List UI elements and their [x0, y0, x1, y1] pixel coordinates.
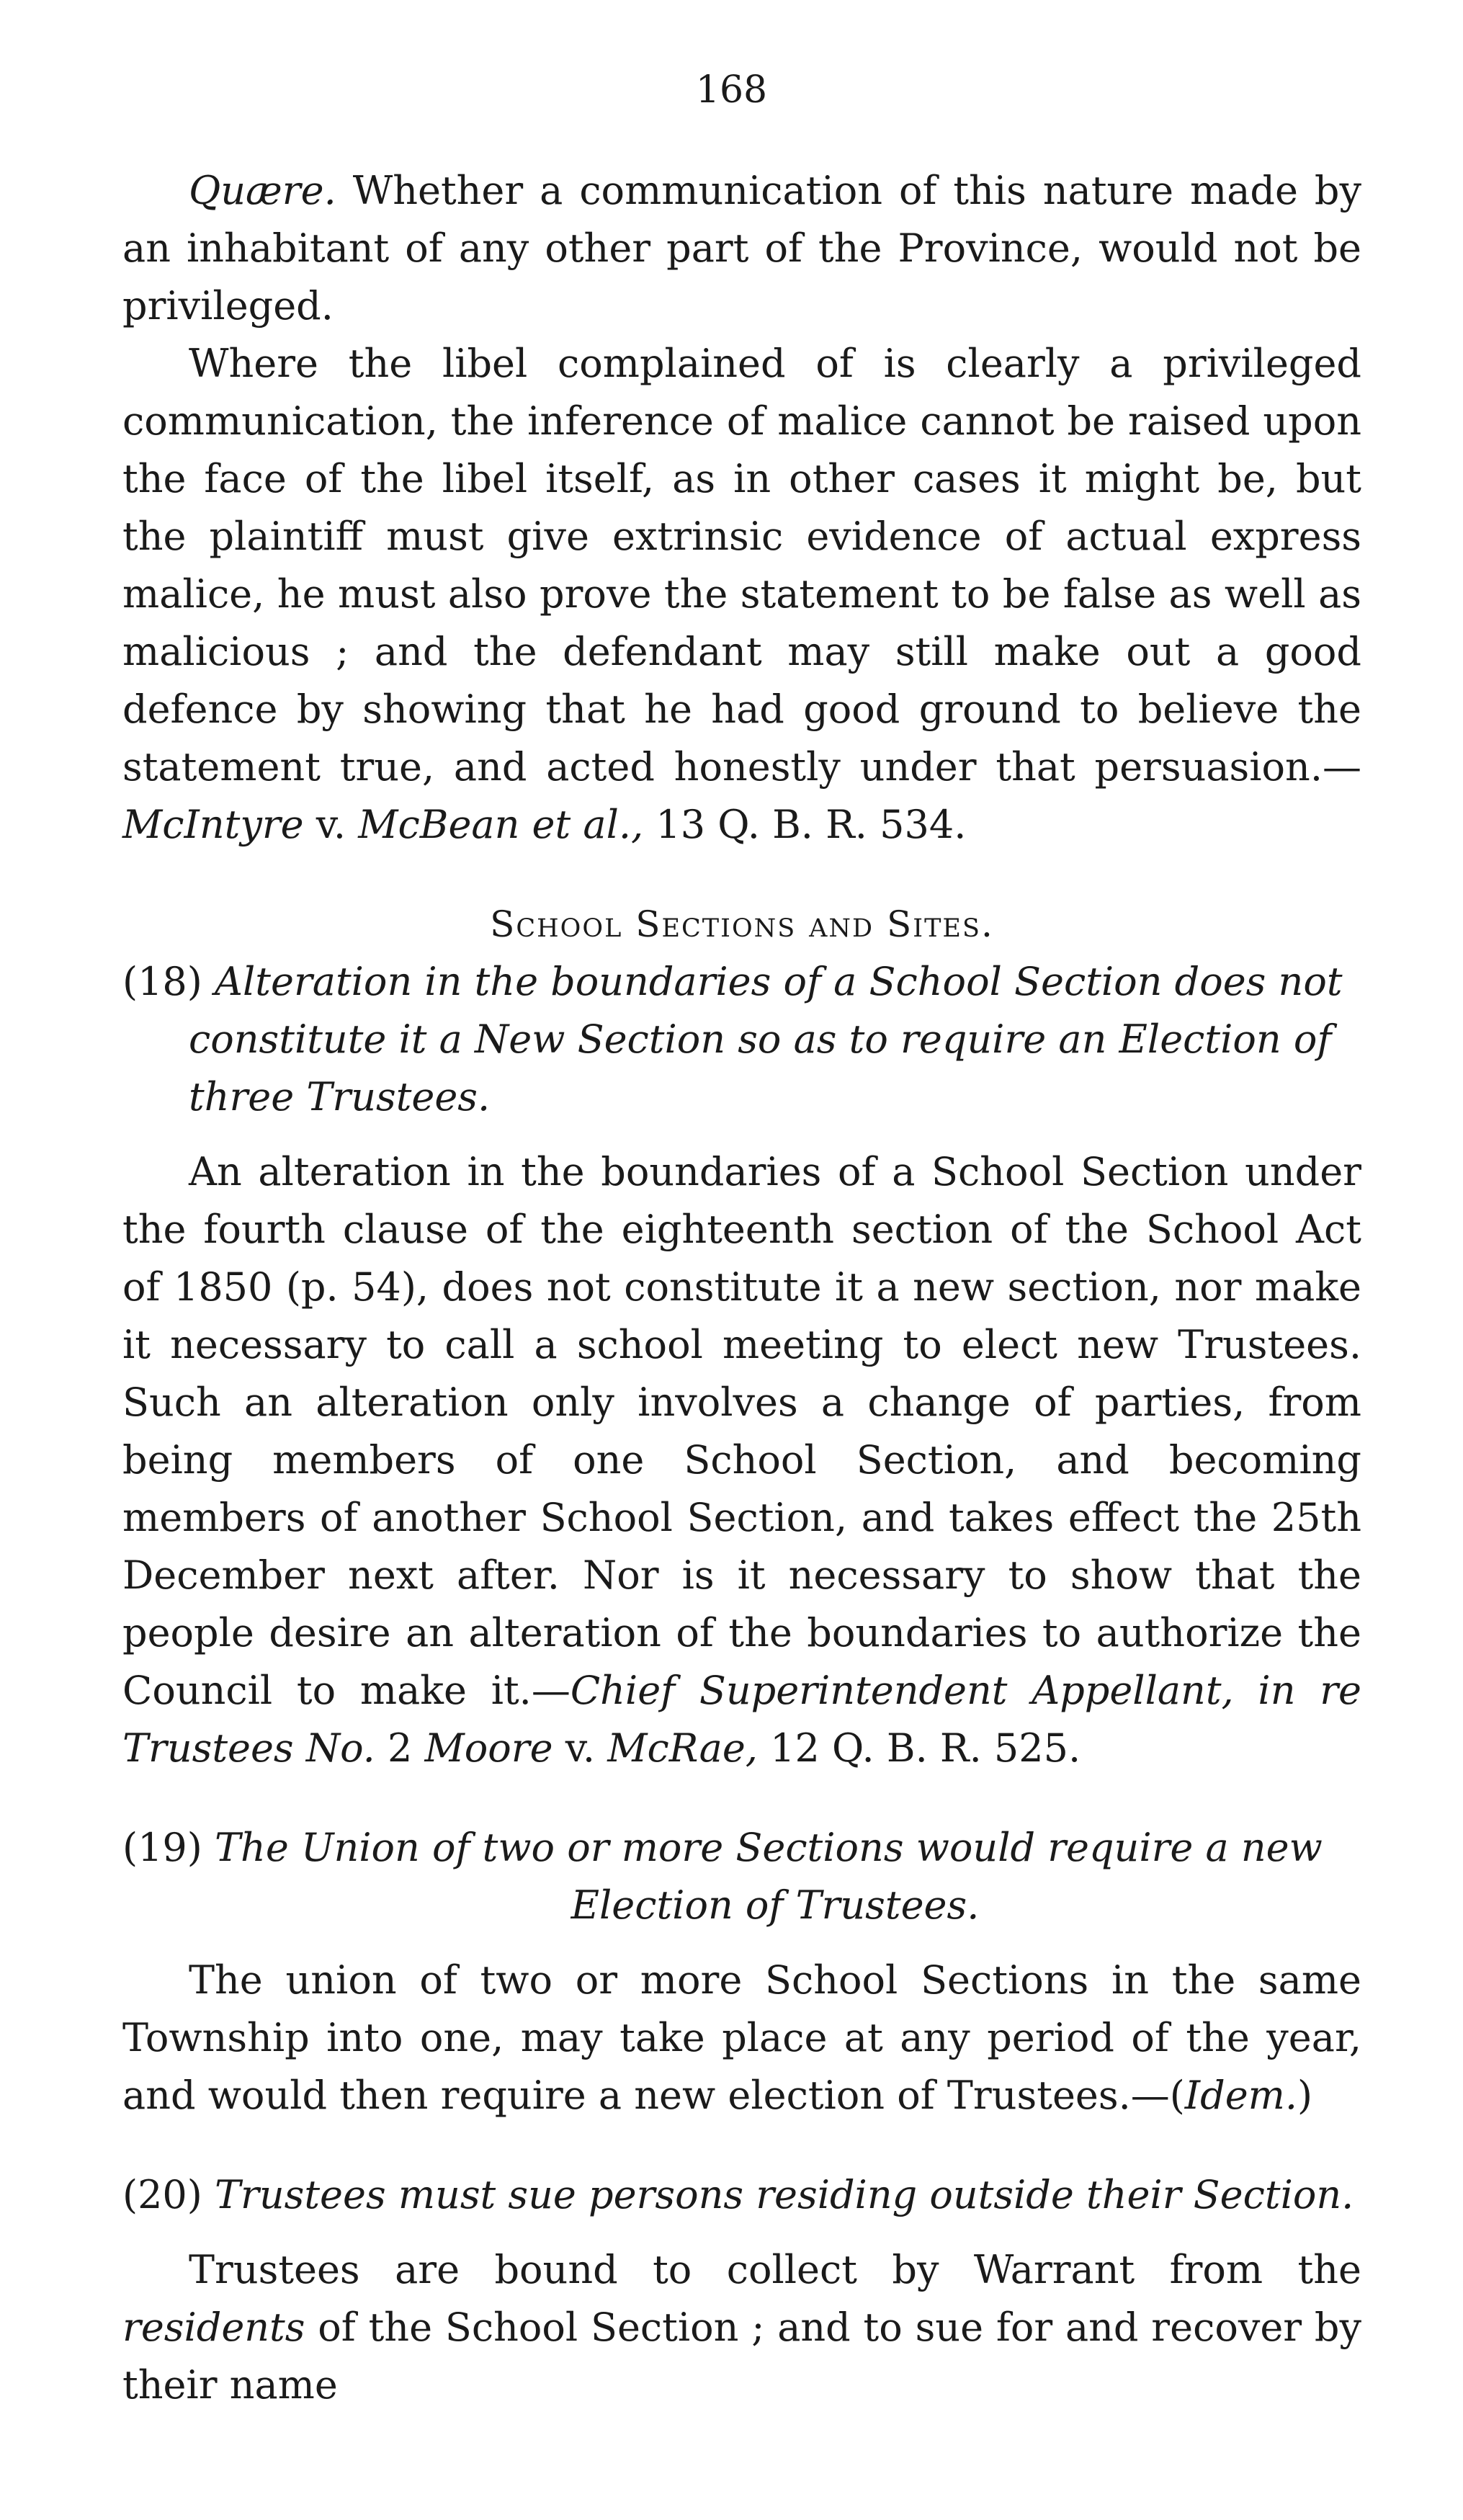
- heading-19-title-tail: Election of Trustees.: [571, 1882, 980, 1928]
- paragraph-boundary-alteration: [122, 1143, 1361, 1777]
- idem-close: ): [1297, 2073, 1313, 2118]
- paragraph-trustees-text-end: of the School Section ; and to sue for and recover by their name: [122, 2305, 1361, 2408]
- paragraph-boundary-text: An alteration in the boundaries of a School Section under the fourth clause of the eighteenth section of the School Act of 1850 (p. 54), does not constitute it a new section, nor make it necessary to call a school meeting to elect new Trustees. Such an alteration only involves a change of parties, from being members of one School Section, and becoming members of another School Section, and takes effect the 25th December next after. Nor is it necessary to show that the people desire an alteration of the boundaries to authorize the Council to make it.—: [122, 1149, 1361, 1713]
- paragraph-privileged-communication: [122, 335, 1361, 854]
- residents-word: residents: [122, 2305, 305, 2350]
- paragraph-union-text: The union of two or more School Sections in the same Township into one, may take place at any period of the year, and would then require a new election of Trustees.—(: [122, 1957, 1361, 2118]
- case-citation: 13 Q. B. R. 534.: [643, 802, 967, 847]
- heading-20-title: Trustees must sue persons residing outside their Section.: [215, 2172, 1354, 2217]
- heading-19: [122, 1819, 1361, 1934]
- case-versus: v.: [303, 802, 359, 847]
- paragraph-quaere-text: Whether a communication of this nature made by an inhabitant of any other part of the Province, would not be privileged.: [122, 168, 1361, 329]
- case-citation-2: 12 Q. B. R. 525.: [757, 1725, 1081, 1771]
- case-name-plaintiff: McIntyre: [122, 802, 304, 847]
- page-body: [122, 162, 1361, 2414]
- paragraph-privileged-text: Where the libel complained of is clearly a privileged communication, the inference of malice cannot be raised upon the face of the libel itself, as in other cases it might be, but the plaintiff must give extrinsic evidence of actual express malice, he must also prove the statement to be false as well as malicious ; and the defendant may still make out a good defence by showing that he had good ground to believe the statement true, and acted honestly under that persuasion.—: [122, 341, 1361, 790]
- heading-20: [122, 2166, 1361, 2224]
- case-name-appellant: Chief Superintendent Appellant, in re Trustees No.: [122, 1668, 1361, 1771]
- heading-19-title: The Union of two or more Sections would require a new: [215, 1825, 1323, 1870]
- heading-18-number: (18): [122, 959, 202, 1004]
- paragraph-quaere: [122, 162, 1361, 335]
- quaere-label: Quære.: [189, 168, 336, 213]
- idem-reference: Idem.: [1184, 2073, 1298, 2118]
- paragraph-trustees-text: Trustees are bound to collect by Warrant from the: [189, 2247, 1361, 2292]
- paragraph-union-of-sections: [122, 1952, 1361, 2124]
- paragraph-trustees-sue: [122, 2241, 1361, 2414]
- heading-20-number: (20): [122, 2172, 202, 2217]
- case-name-mcrae: McRae,: [607, 1725, 758, 1771]
- case-name-moore: Moore: [424, 1725, 553, 1771]
- case-versus-2: v.: [552, 1725, 608, 1771]
- heading-18: [122, 953, 1361, 1126]
- heading-19-number: (19): [122, 1825, 202, 1870]
- section-heading: School Sections and Sites.: [490, 903, 994, 945]
- page-number: 168: [695, 68, 768, 112]
- case-number: 2: [375, 1725, 425, 1771]
- heading-18-title: Alteration in the boundaries of a School Section does not constitute it a New Section so as to require an Election of three Trustees.: [189, 959, 1343, 1120]
- case-name-defendant: McBean et al.,: [358, 802, 644, 847]
